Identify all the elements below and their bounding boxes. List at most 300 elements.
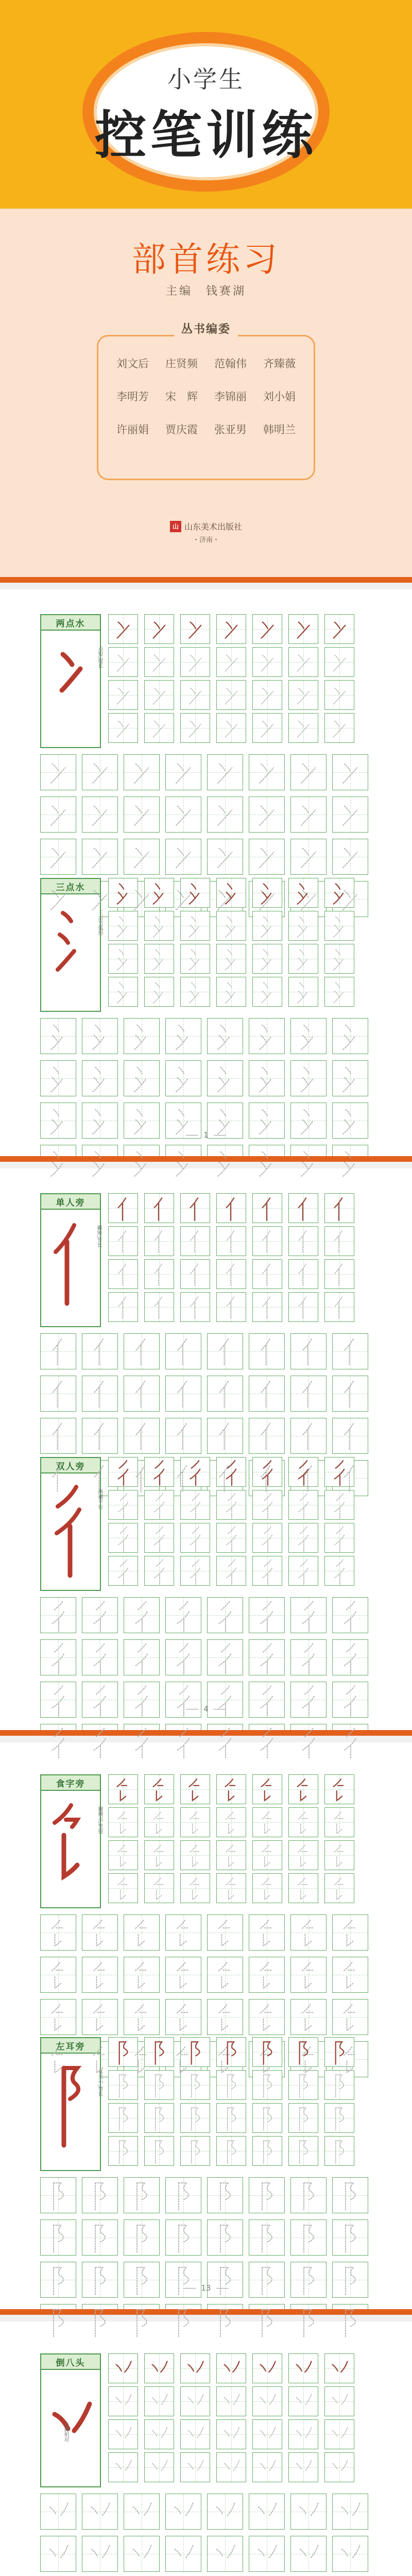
practice-cell	[216, 1259, 246, 1289]
practice-cell	[108, 614, 138, 644]
trace-stroke	[178, 1612, 190, 1624]
trace-stroke	[263, 655, 268, 662]
trace-stroke	[264, 1494, 271, 1501]
practice-cell	[332, 2262, 368, 2298]
trace-stroke	[118, 655, 124, 662]
trace-stroke	[118, 991, 123, 996]
trace-strokes	[217, 977, 247, 1007]
practice-cell	[82, 2262, 118, 2298]
trace-stroke	[303, 806, 310, 814]
trace-strokes	[249, 1682, 285, 1718]
trace-stroke	[300, 2549, 307, 2557]
trace-stroke	[220, 1602, 230, 1611]
practice-cell	[252, 2452, 282, 2482]
trace-strokes	[249, 1957, 285, 1993]
trace-strokes	[325, 1293, 355, 1323]
practice-cell	[288, 647, 318, 677]
trace-stroke	[154, 925, 159, 930]
practice-cell	[82, 1597, 118, 1633]
practice-cell	[144, 1873, 174, 1903]
practice-cell	[252, 2103, 282, 2133]
trace-strokes	[109, 977, 139, 1007]
practice-cell	[216, 1226, 246, 1256]
trace-strokes	[145, 1490, 175, 1520]
trace-stroke	[217, 2549, 224, 2557]
trace-strokes	[333, 1334, 369, 1370]
trace-stroke	[193, 1824, 198, 1834]
practice-cell	[288, 2452, 318, 2482]
trace-stroke	[298, 959, 307, 970]
trace-stroke	[345, 1381, 354, 1393]
trace-stroke	[220, 1152, 226, 1159]
practice-cell	[144, 1774, 174, 1804]
trace-strokes	[253, 1227, 283, 1257]
trace-strokes	[333, 839, 369, 875]
trace-strokes	[289, 681, 319, 710]
practice-cell	[207, 2536, 243, 2572]
trace-stroke	[121, 1791, 126, 1801]
trace-strokes	[145, 944, 175, 974]
practice-cell	[332, 796, 368, 833]
trace-stroke	[219, 1120, 225, 1127]
trace-stroke	[334, 959, 344, 970]
trace-stroke	[226, 992, 235, 1003]
practice-grid	[108, 1774, 357, 1903]
trace-stroke	[94, 891, 101, 899]
practice-cell	[144, 878, 174, 908]
trace-stroke	[333, 2365, 338, 2371]
trace-stroke	[299, 925, 303, 930]
trace-strokes	[208, 1019, 244, 1055]
trace-stroke	[144, 2546, 151, 2558]
practice-cell	[324, 1292, 354, 1322]
trace-strokes	[124, 2178, 160, 2214]
trace-stroke	[311, 2503, 318, 2516]
trace-strokes	[291, 755, 327, 791]
trace-strokes	[145, 2137, 175, 2166]
trace-strokes	[333, 1682, 369, 1718]
trace-strokes	[82, 1103, 118, 1139]
trace-stroke	[342, 2507, 349, 2515]
trace-strokes	[166, 2536, 202, 2572]
radical-notes: 两撇平行	[97, 1489, 102, 1510]
trace-stroke	[335, 1535, 345, 1545]
trace-strokes	[325, 1841, 355, 1871]
trace-stroke	[94, 849, 101, 856]
trace-strokes	[253, 2038, 283, 2067]
trace-stroke	[133, 2507, 140, 2515]
trace-stroke	[175, 2549, 182, 2557]
trace-strokes	[41, 1461, 77, 1497]
practice-cell	[124, 2536, 160, 2572]
practice-cell	[108, 1523, 138, 1553]
trace-strokes	[82, 1724, 118, 1760]
trace-strokes	[249, 1640, 285, 1676]
practice-cell	[180, 1840, 210, 1870]
trace-stroke	[117, 992, 127, 1003]
practice-cell	[124, 1682, 160, 1718]
practice-cell	[288, 1840, 318, 1870]
trace-stroke	[197, 2395, 203, 2405]
trace-stroke	[229, 1857, 234, 1867]
trace-stroke	[304, 1602, 313, 1611]
trace-stroke	[136, 1612, 148, 1624]
trace-stroke	[264, 950, 268, 955]
trace-stroke	[300, 2108, 308, 2122]
trace-strokes	[145, 648, 175, 677]
practice-cell	[216, 2103, 246, 2133]
trace-stroke	[300, 2507, 307, 2515]
practice-cell	[40, 2494, 76, 2530]
practice-cell	[249, 1376, 285, 1412]
trace-strokes	[217, 681, 247, 710]
trace-strokes	[217, 648, 247, 677]
trace-strokes	[41, 1640, 77, 1676]
trace-stroke	[220, 1067, 226, 1074]
practice-cell	[144, 2386, 174, 2416]
trace-strokes	[124, 1334, 160, 1370]
trace-strokes	[325, 2038, 355, 2067]
trace-strokes	[217, 1458, 247, 1487]
trace-stroke	[333, 2398, 338, 2404]
practice-cell	[144, 1840, 174, 1870]
trace-stroke	[116, 2431, 122, 2437]
trace-strokes	[249, 1334, 285, 1370]
trace-strokes	[41, 1334, 77, 1370]
trace-stroke	[304, 1686, 313, 1696]
trace-stroke	[95, 1110, 100, 1116]
practice-cell	[180, 944, 210, 974]
trace-stroke	[178, 849, 184, 856]
trace-stroke	[305, 2019, 312, 2031]
trace-stroke	[55, 2061, 62, 2073]
trace-strokes	[249, 1598, 285, 1634]
trace-stroke	[303, 1381, 312, 1393]
trace-strokes	[181, 615, 211, 645]
trace-strokes	[145, 1523, 175, 1553]
trace-strokes	[291, 1724, 327, 1760]
trace-stroke	[119, 982, 124, 988]
trace-stroke	[297, 2431, 302, 2437]
trace-stroke	[154, 892, 159, 897]
trace-strokes	[325, 1874, 355, 1904]
practice-cell	[332, 1597, 368, 1633]
practice-cell	[124, 2304, 160, 2340]
trace-stroke	[54, 1644, 63, 1653]
practice-cell	[216, 1292, 246, 1322]
trace-stroke	[263, 1502, 272, 1512]
trace-stroke	[178, 806, 184, 814]
trace-strokes	[124, 1418, 160, 1454]
trace-stroke	[176, 1163, 188, 1176]
trace-stroke	[228, 1461, 235, 1468]
trace-strokes	[109, 2354, 139, 2384]
trace-stroke	[304, 1110, 309, 1116]
trace-strokes	[253, 2453, 283, 2483]
radical-notes: 撇横点,竖提	[97, 1806, 102, 1834]
trace-strokes	[291, 1334, 327, 1370]
trace-stroke	[264, 1560, 271, 1567]
practice-cell	[249, 2304, 285, 2340]
trace-stroke	[176, 1079, 188, 1092]
trace-strokes	[145, 2354, 175, 2384]
trace-stroke	[53, 1036, 58, 1042]
trace-stroke	[336, 2141, 344, 2155]
trace-strokes	[217, 1775, 247, 1805]
practice-cell	[324, 713, 354, 743]
trace-stroke	[220, 2267, 230, 2284]
practice-cell	[180, 977, 210, 1007]
trace-strokes	[291, 1418, 327, 1454]
trace-stroke	[95, 2267, 105, 2284]
trace-stroke	[346, 2225, 355, 2242]
trace-stroke	[262, 893, 271, 904]
trace-stroke	[218, 1037, 230, 1049]
practice-cell	[144, 1193, 174, 1223]
trace-strokes	[291, 1598, 327, 1634]
trace-stroke	[191, 991, 195, 996]
practice-cell	[249, 1018, 285, 1054]
page-number: 4	[0, 1704, 412, 1714]
trace-strokes	[217, 2137, 247, 2166]
trace-stroke	[345, 1162, 350, 1169]
trace-strokes	[291, 2494, 327, 2530]
trace-stroke	[335, 1568, 345, 1578]
trace-stroke	[125, 2362, 131, 2372]
trace-stroke	[156, 1461, 163, 1468]
trace-stroke	[222, 1935, 229, 1946]
practice-cell	[124, 1333, 160, 1369]
trace-stroke	[54, 2225, 63, 2242]
practice-cell	[40, 796, 76, 833]
trace-strokes	[41, 2220, 77, 2256]
practice-cell	[165, 2262, 201, 2298]
practice-cell	[180, 2353, 210, 2383]
practice-cell	[40, 1999, 76, 2035]
trace-strokes	[41, 797, 77, 833]
trace-strokes	[325, 2420, 355, 2450]
trace-strokes	[291, 1640, 327, 1676]
practice-cell	[288, 1490, 318, 1520]
practice-cell	[216, 2037, 246, 2067]
trace-stroke	[220, 1686, 230, 1696]
trace-strokes	[41, 1145, 77, 1181]
practice-cell	[290, 1418, 327, 1454]
trace-stroke	[191, 1231, 198, 1241]
trace-stroke	[233, 2362, 239, 2372]
trace-strokes	[109, 911, 139, 941]
trace-strokes	[181, 1523, 211, 1553]
radical-notes: 三点呈弧形	[97, 910, 102, 936]
trace-stroke	[219, 1036, 225, 1042]
practice-cell	[82, 1060, 118, 1096]
radical-title: 双人旁	[41, 1458, 100, 1473]
trace-strokes	[109, 1874, 139, 1904]
trace-stroke	[94, 806, 101, 814]
trace-stroke	[261, 1078, 266, 1084]
practice-cell	[290, 1914, 327, 1951]
radical-feature-box	[40, 614, 101, 748]
trace-stroke	[50, 2549, 57, 2557]
trace-stroke	[153, 893, 163, 904]
trace-strokes	[109, 1808, 139, 1838]
practice-cell	[144, 1226, 174, 1256]
trace-strokes	[181, 2453, 211, 2483]
trace-stroke	[139, 2019, 145, 2031]
trace-strokes	[253, 1458, 283, 1487]
trace-stroke	[335, 721, 340, 727]
trace-stroke	[217, 2507, 224, 2515]
trace-strokes	[181, 2071, 211, 2100]
trace-stroke	[156, 2141, 164, 2155]
trace-strokes	[249, 1418, 285, 1454]
trace-strokes	[41, 1724, 77, 1760]
trace-stroke	[154, 1264, 162, 1274]
practice-cell	[290, 2219, 327, 2256]
trace-stroke	[301, 1121, 313, 1134]
trace-stroke	[179, 2267, 188, 2284]
trace-strokes	[253, 2354, 283, 2384]
trace-stroke	[119, 917, 124, 922]
trace-stroke	[179, 1110, 184, 1116]
trace-stroke	[227, 1502, 236, 1512]
trace-strokes	[82, 1598, 118, 1634]
practice-cell	[207, 1999, 243, 2035]
trace-stroke	[304, 2310, 314, 2327]
practice-cell	[165, 2536, 201, 2572]
trace-stroke	[136, 1339, 145, 1351]
practice-cell	[124, 2494, 160, 2530]
trace-stroke	[229, 1890, 234, 1900]
trace-strokes	[291, 1061, 327, 1097]
trace-stroke	[94, 1036, 99, 1042]
practice-cell	[40, 839, 76, 875]
trace-stroke	[227, 2503, 235, 2516]
trace-stroke	[97, 1935, 104, 1946]
trace-strokes	[124, 2536, 160, 2572]
trace-strokes	[181, 1556, 211, 1586]
trace-stroke	[346, 1728, 355, 1738]
trace-stroke	[175, 2507, 182, 2515]
trace-stroke	[137, 1602, 146, 1611]
trace-stroke	[229, 1791, 234, 1801]
trace-stroke	[299, 688, 304, 694]
practice-cell	[165, 2177, 201, 2213]
trace-stroke	[336, 884, 340, 889]
trace-stroke	[261, 764, 268, 772]
practice-cell	[252, 680, 282, 710]
trace-strokes	[289, 878, 319, 908]
trace-stroke	[136, 1036, 141, 1042]
trace-stroke	[156, 1560, 163, 1567]
trace-strokes	[253, 878, 283, 908]
practice-cell	[288, 2037, 318, 2067]
trace-strokes	[289, 2354, 319, 2384]
trace-strokes	[249, 755, 285, 791]
practice-cell	[290, 1724, 327, 1760]
trace-strokes	[208, 1957, 244, 1993]
trace-stroke	[227, 1297, 234, 1307]
trace-stroke	[228, 2108, 236, 2122]
practice-cell	[144, 1490, 174, 1520]
practice-cell	[252, 2419, 282, 2449]
trace-strokes	[166, 2262, 202, 2298]
trace-stroke	[119, 1527, 127, 1534]
trace-stroke	[178, 1654, 190, 1666]
trace-stroke	[336, 1527, 344, 1534]
trace-strokes	[41, 2262, 77, 2298]
trace-stroke	[345, 1120, 350, 1127]
practice-cell	[144, 614, 174, 644]
committee-member: 刘小娟	[263, 391, 296, 403]
practice-cell	[180, 614, 210, 644]
trace-stroke	[305, 1935, 312, 1946]
trace-strokes	[208, 2178, 244, 2214]
trace-stroke	[261, 1739, 273, 1751]
practice-cell	[332, 1060, 368, 1096]
trace-stroke	[304, 1152, 309, 1159]
trace-stroke	[228, 2042, 236, 2056]
trace-stroke	[178, 764, 184, 772]
trace-stroke	[299, 1297, 306, 1307]
trace-stroke	[54, 1025, 59, 1032]
trace-stroke	[347, 2019, 354, 2031]
trace-strokes	[253, 977, 283, 1007]
practice-cell	[288, 2353, 318, 2383]
practice-cell	[288, 614, 318, 644]
trace-stroke	[304, 1644, 313, 1653]
practice-cell	[40, 1060, 76, 1096]
trace-stroke	[269, 2395, 275, 2405]
trace-strokes	[166, 1376, 202, 1412]
trace-stroke	[304, 2267, 314, 2284]
trace-strokes	[289, 2387, 319, 2417]
trace-stroke	[345, 1654, 356, 1666]
trace-strokes	[166, 1418, 202, 1454]
trace-strokes	[217, 2453, 247, 2483]
committee-list	[108, 355, 304, 437]
practice-cell	[108, 1457, 138, 1487]
trace-strokes	[181, 2038, 211, 2067]
trace-stroke	[265, 1890, 270, 1900]
trace-stroke	[219, 1697, 231, 1708]
trace-strokes	[124, 1019, 160, 1055]
practice-cell	[249, 1145, 285, 1181]
trace-strokes	[289, 1841, 319, 1871]
trace-stroke	[154, 991, 159, 996]
practice-cell	[324, 2353, 354, 2383]
trace-strokes	[208, 2494, 244, 2530]
trace-strokes	[166, 1915, 202, 1951]
practice-cell	[124, 1018, 160, 1054]
practice-cell	[216, 1523, 246, 1553]
trace-stroke	[261, 1339, 270, 1351]
trace-stroke	[152, 2431, 158, 2437]
trace-strokes	[289, 615, 319, 645]
practice-cell	[82, 1999, 118, 2035]
trace-stroke	[334, 893, 344, 904]
trace-stroke	[227, 925, 231, 930]
trace-strokes	[41, 2178, 77, 2214]
trace-stroke	[118, 721, 124, 727]
trace-stroke	[180, 2019, 187, 2031]
trace-strokes	[217, 1523, 247, 1553]
trace-strokes	[82, 755, 118, 791]
practice-cell	[207, 1333, 243, 1369]
practice-cell	[290, 2177, 327, 2213]
trace-strokes	[291, 2220, 327, 2256]
trace-stroke	[335, 622, 340, 629]
